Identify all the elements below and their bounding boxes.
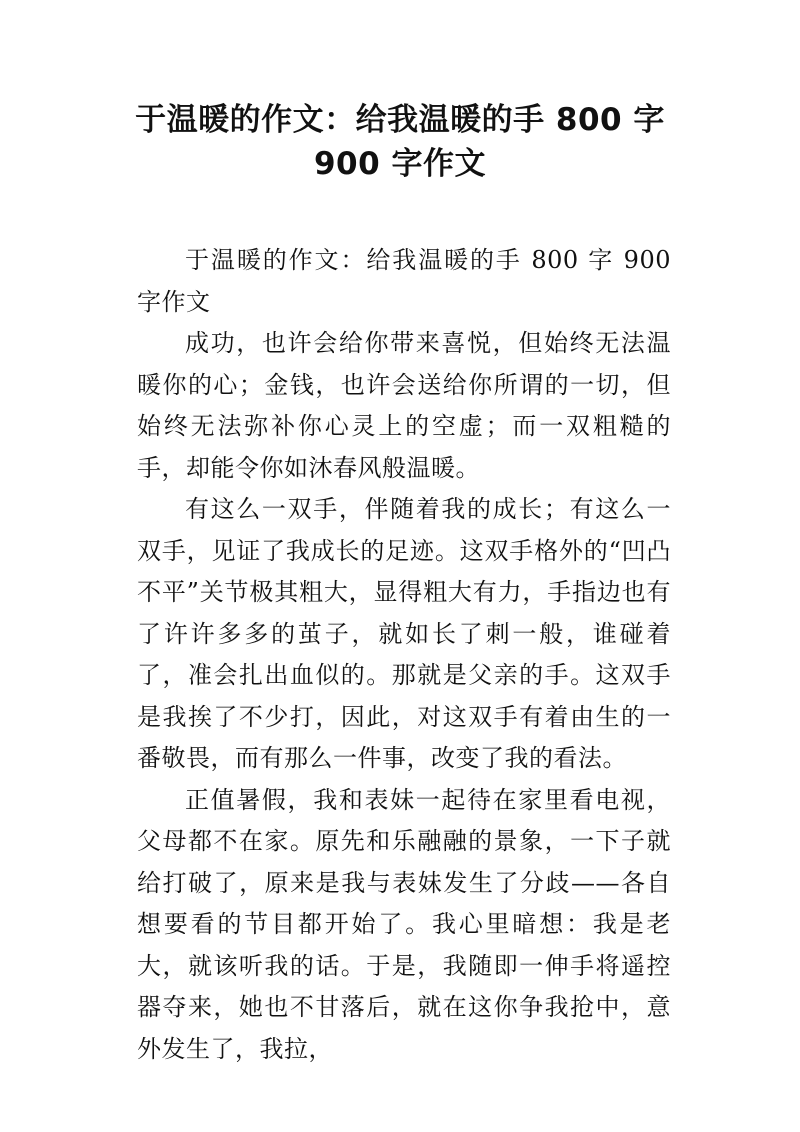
document-body <box>137 240 671 1070</box>
paragraph: 正值暑假，我和表妹一起待在家里看电视，父母都不在家。原先和乐融融的景象，一下子就给打破了，原来是我与表妹发生了分歧——各自想要看的节目都开始了。我心里暗想：我是老大，就该听我的话。于是，我随即一伸手将遥控器夺来，她也不甘落后，就在这你争我抢中，意外发生了，我拉， <box>137 785 671 1063</box>
title-line-2: 900 字作文 <box>313 146 486 182</box>
paragraph: 有这么一双手，伴随着我的成长；有这么一双手，见证了我成长的足迹。这双手格外的“凹凸不平”关节极其粗大，显得粗大有力，手指边也有了许许多多的茧子，就如长了刺一般，谁碰着了，准会扎出血似的。那就是父亲的手。这双手是我挨了不少打，因此，对这双手有着由生的一番敬畏，而有那么一件事，改变了我的看法。 <box>137 495 671 772</box>
paragraph: 于温暖的作文：给我温暖的手 800 字 900 字作文 <box>137 246 671 316</box>
paragraph: 成功，也许会给你带来喜悦，但始终无法温暖你的心；金钱，也许会送给你所谓的一切，但始终无法弥补你心灵上的空虚；而一双粗糙的手，却能令你如沐春风般温暖。 <box>137 329 671 482</box>
document-title <box>120 98 680 186</box>
title-line-1: 于温暖的作文：给我温暖的手 800 字 <box>135 102 665 138</box>
